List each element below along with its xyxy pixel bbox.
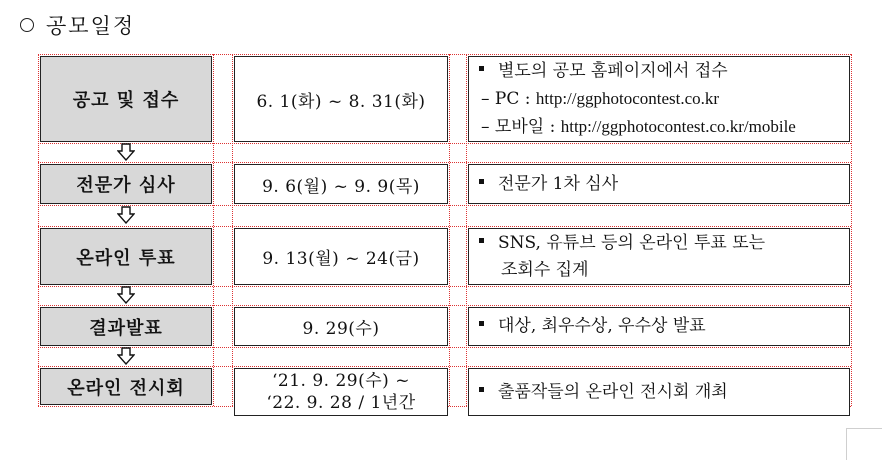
hollow-down-arrow-icon <box>117 143 135 161</box>
description-cell <box>468 307 850 346</box>
guide-line <box>38 205 851 206</box>
circle-icon <box>20 18 34 32</box>
description-line: SNS, 유튜브 등의 온라인 투표 또는 <box>479 230 849 257</box>
description-line: 전문가 1차 심사 <box>479 171 849 198</box>
square-bullet-icon <box>479 321 484 326</box>
guide-line <box>38 305 851 306</box>
date-cell <box>234 368 448 416</box>
date-cell <box>234 228 448 285</box>
description-line: 별도의 공모 홈페이지에서 접수 <box>479 58 849 85</box>
stage-cell <box>40 164 212 204</box>
guide-line <box>38 54 851 55</box>
square-bullet-icon <box>479 66 484 71</box>
guide-line <box>38 162 851 163</box>
stage-label: 온라인 전시회 <box>67 377 185 399</box>
hollow-down-arrow-icon <box>117 286 135 304</box>
guide-line <box>38 54 39 406</box>
guide-line <box>38 143 851 144</box>
guide-line <box>851 54 852 406</box>
square-bullet-icon <box>479 238 484 243</box>
date-cell <box>234 56 448 142</box>
date-text: 9. 13(월) ~ 24(금) <box>262 249 420 269</box>
guide-line <box>449 54 450 406</box>
stage-label: 온라인 투표 <box>76 247 176 269</box>
stage-cell <box>40 56 212 142</box>
guide-line <box>38 347 851 348</box>
guide-line <box>213 54 214 406</box>
stage-cell <box>40 307 212 346</box>
section-heading <box>20 10 135 40</box>
mobile-url-link[interactable]: http://ggphotocontest.co.kr/mobile <box>560 116 796 136</box>
guide-line <box>38 366 851 367</box>
pc-url-link[interactable]: http://ggphotocontest.co.kr <box>535 88 720 108</box>
stage-label: 전문가 심사 <box>76 175 176 196</box>
square-bullet-icon <box>479 387 484 392</box>
guide-line <box>232 54 233 406</box>
date-text: 6. 1(화) ~ 8. 31(화) <box>256 91 426 112</box>
date-cell <box>234 307 448 346</box>
hollow-down-arrow-icon <box>117 206 135 224</box>
date-text: ‘21. 9. 29(수) ~ <box>272 371 410 391</box>
guide-line <box>38 286 851 287</box>
description-cell <box>468 368 850 416</box>
guide-line <box>466 54 467 406</box>
stage-cell <box>40 228 212 285</box>
square-bullet-icon <box>479 179 484 184</box>
description-cell <box>468 164 850 204</box>
description-line: 조회수 집계 <box>501 259 589 280</box>
hollow-down-arrow-icon <box>117 347 135 365</box>
page-title: 공모일정 <box>46 14 136 38</box>
description-line: – 모바일 : http://ggphotocontest.co.kr/mobile <box>481 116 796 137</box>
page-corner-mark <box>846 428 882 460</box>
date-text: 9. 6(월) ~ 9. 9(목) <box>262 176 420 197</box>
date-text: 9. 29(수) <box>302 319 380 339</box>
description-line: – PC : http://ggphotocontest.co.kr <box>481 88 720 109</box>
guide-line <box>38 226 851 227</box>
stage-label: 결과발표 <box>89 317 163 339</box>
date-text: ‘22. 9. 28 / 1년간 <box>266 393 416 413</box>
stage-cell <box>40 368 212 405</box>
description-line: 출품작들의 온라인 전시회 개최 <box>479 379 849 406</box>
stage-label: 공고 및 접수 <box>72 90 180 111</box>
description-cell <box>468 56 850 142</box>
description-cell <box>468 228 850 285</box>
description-line: 대상, 최우수상, 우수상 발표 <box>479 313 849 340</box>
date-cell <box>234 164 448 204</box>
